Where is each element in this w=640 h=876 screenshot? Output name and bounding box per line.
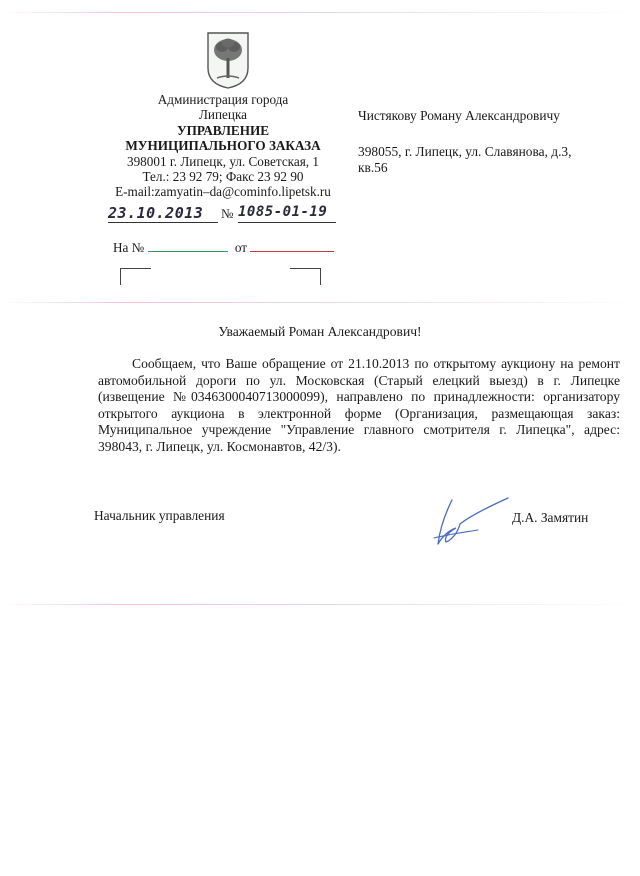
sender-email: E-mail:zamyatin–da@cominfo.lipetsk.ru <box>115 184 331 200</box>
letter-body: Сообщаем, что Ваше обращение от 21.10.2013 по открытому аукциону на ремонт автомобильной дороги по ул. Московская (Старый елецкий выезд) в г. Липецке (извещение №0346300040713000099), направлено по принадлежности: организатору открытого аукциона в электронной форме (Организация, размещающая заказ: Муниципальное учреждение "Управление главного смотрителя г. Липецка", адрес: 398043, г. Липецк, ул. Космонавтов, 42/3). <box>98 356 620 454</box>
admin-name-line2: Липецка <box>198 107 248 123</box>
corner-bracket-left <box>120 268 151 285</box>
admin-name-line1: Администрация города <box>157 92 289 107</box>
registration-number: 1085-01-19 <box>238 204 328 220</box>
reference-date-label: от <box>234 240 248 255</box>
recipient-name: Чистякову Роману Александровичу <box>358 108 560 123</box>
reference-line <box>113 240 334 256</box>
registration-number-sign: № <box>221 206 234 221</box>
department-name-line2: МУНИЦИПАЛЬНОГО ЗАКАЗА <box>125 138 321 154</box>
reference-number-blank <box>148 251 228 252</box>
sender-block <box>98 92 348 200</box>
sender-phone-fax: Тел.: 23 92 79; Факс 23 92 90 <box>142 169 304 185</box>
reference-number-label: На № <box>113 240 145 255</box>
reference-date-blank <box>250 251 334 252</box>
registration-line <box>108 204 338 224</box>
recipient-address-line1: 398055, г. Липецк, ул. Славянова, д.3, <box>358 144 572 159</box>
registration-date-underline <box>108 222 218 223</box>
recipient-address-line2: кв.56 <box>358 160 388 175</box>
scan-artifact-line <box>0 12 640 13</box>
registration-number-underline <box>238 222 336 223</box>
handwritten-signature <box>430 494 510 548</box>
coat-of-arms-emblem <box>205 30 251 90</box>
signer-position: Начальник управления <box>94 508 225 523</box>
salutation: Уважаемый Роман Александрович! <box>218 324 422 339</box>
signer-name: Д.А. Замятин <box>512 510 589 525</box>
department-name-line1: УПРАВЛЕНИЕ <box>176 122 270 138</box>
scan-artifact-line <box>0 302 640 303</box>
corner-bracket-right <box>290 268 321 285</box>
sender-address: 398001 г. Липецк, ул. Советская, 1 <box>126 153 319 169</box>
registration-date: 23.10.2013 <box>108 204 204 222</box>
recipient-block <box>358 108 623 176</box>
scan-artifact-line <box>0 604 640 605</box>
